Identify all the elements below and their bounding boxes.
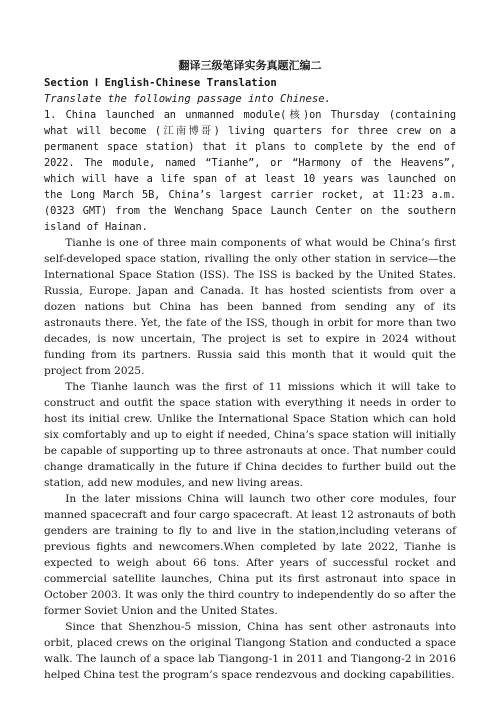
paragraph-3: The Tianhe launch was the first of 11 missions which it will take to construct and outfit the space station with everything it needs in order to host its initial crew. Unlike the International Space Station which can hold six comfortably and up to eight if needed, China’s space station will initially be capable of supporting up to three astronauts at once. That number could change dramatically in the future if China decides to further build out the station, add new modules, and new living areas. [44,381,456,489]
paragraph-1: 1. China launched an unmanned module(核)on Thursday (containing what will become (江南博哥) living quarters for three crew on a permanent space station) that it plans to complete by the end of 2022. The module, named “Tianhe”, or “Harmony of the Heavens”, which will have a life span of at least 10 years was launched on the Long March 5B, China’s largest carrier rocket, at 11:23 a.m. (0323 GMT) from the Wenchang Space Launch Center on the southern island of Hainan. [44,109,456,233]
paragraph-2: Tianhe is one of three main components of what would be China’s first self-developed space station, rivalling the only other station in service—the International Space Station (ISS). The ISS is backed by the United States. Russia, Europe. Japan and Canada. It has hosted scientists from over a dozen nations but China has been banned from sending any of its astronauts there. Yet, the fate of the ISS, though in orbit for more than two decades, is now uncertain, The project is set to expire in 2024 without funding from its partners. Russia said this month that it would quit the project from 2025. [44,237,456,377]
paragraph-4: In the later missions China will launch two other core modules, four manned spacecraft and four cargo spacecraft. At least 12 astronauts of both genders are training to fly to and live in the station,including veterans of previous fights and newcomers.When completed by late 2022, Tianhe is expected to weigh about 66 tons. After years of successful rocket and commercial satellite launches, China put its first astronaut into space in October 2003. It was only the third country to independently do so after the former Soviet Union and the United States. [44,493,456,617]
paragraph-5: Since that Shenzhou-5 mission, China has sent other astronauts into orbit, placed crews on the original Tiangong Station and conducted a space walk. The launch of a space lab Tiangong-1 in 2011 and Tiangong-2 in 2016 helped China test the program’s space rendezvous and docking capabilities. [44,621,456,681]
document-title: 翻译三级笔译实务真题汇编二 [178,59,322,72]
section-heading: Section Ⅰ English-Chinese Translation [44,77,277,89]
instruction-text: Translate the following passage into Chinese. [44,93,332,105]
